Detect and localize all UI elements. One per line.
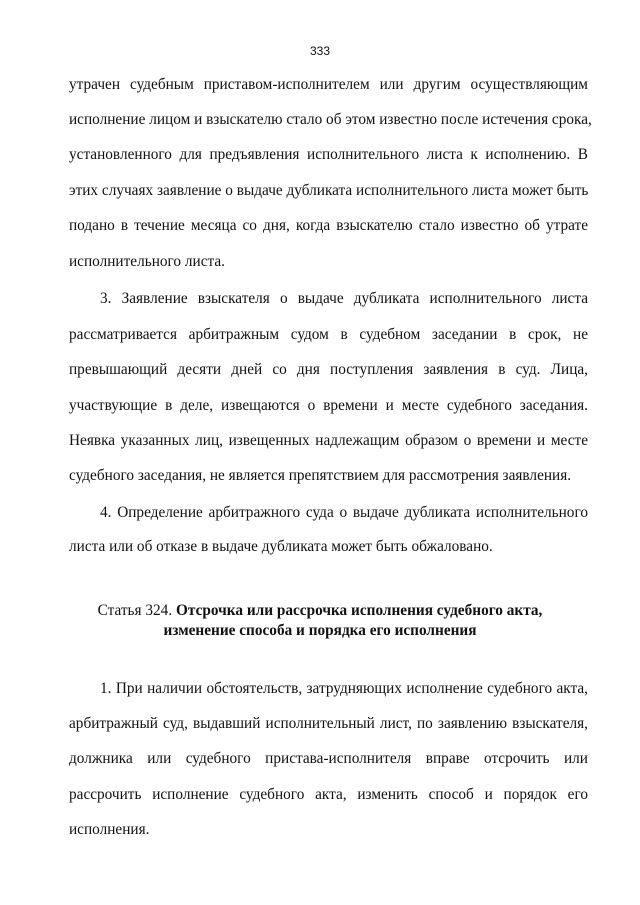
text-line: исполнительного листа. — [69, 253, 225, 270]
text-line: листа или об отказе в выдаче дубликата может быть обжаловано. — [69, 538, 493, 555]
article-number: Статья 324. — [97, 602, 176, 619]
text-line: 4. Определение арбитражного суда о выдаче дубликата исполнительного — [100, 504, 588, 521]
text-line: 3. Заявление взыскателя о выдаче дубликата исполнительного листа — [100, 290, 588, 307]
text-line: рассматривается арбитражным судом в судебном заседании в срок, не — [69, 326, 588, 343]
text-line: участвующие в деле, извещаются о времени и месте судебного заседания. — [69, 397, 588, 414]
heading-line-1 — [0, 601, 640, 621]
text-line: рассрочить исполнение судебного акта, изменить способ и порядок его — [69, 786, 588, 803]
text-line: превышающий десяти дней со дня поступления заявления в суд. Лица, — [69, 361, 588, 378]
article-title: Отсрочка или рассрочка исполнения судебного акта, — [175, 602, 543, 619]
text-line: Неявка указанных лиц, извещенных надлежащим образом о времени и месте — [69, 432, 588, 449]
text-line: утрачен судебным приставом-исполнителем или другим осуществляющим — [69, 76, 588, 93]
text-line: исполнение лицом и взыскателю стало об этом известно после истечения срока, — [69, 111, 592, 128]
text-line: 1. При наличии обстоятельств, затрудняющих исполнение судебного акта, — [100, 680, 588, 697]
text-line: этих случаях заявление о выдаче дубликата исполнительного листа может быть — [69, 182, 589, 199]
text-line: арбитражный суд, выдавший исполнительный лист, по заявлению взыскателя, — [69, 715, 588, 732]
text-line: исполнения. — [69, 821, 150, 838]
article-title-cont: изменение способа и порядка его исполнения — [163, 622, 477, 639]
text-line: подано в течение месяца со дня, когда взыскателю стало известно об утрате — [69, 217, 588, 234]
page-number: 333 — [309, 44, 331, 58]
text-line: установленного для предъявления исполнительного листа к исполнению. В — [69, 146, 588, 163]
text-line: должника или судебного пристава-исполнителя вправе отсрочить или — [69, 750, 588, 767]
text-line: судебного заседания, не является препятствием для рассмотрения заявления. — [69, 467, 572, 484]
heading-line-2 — [0, 621, 640, 641]
